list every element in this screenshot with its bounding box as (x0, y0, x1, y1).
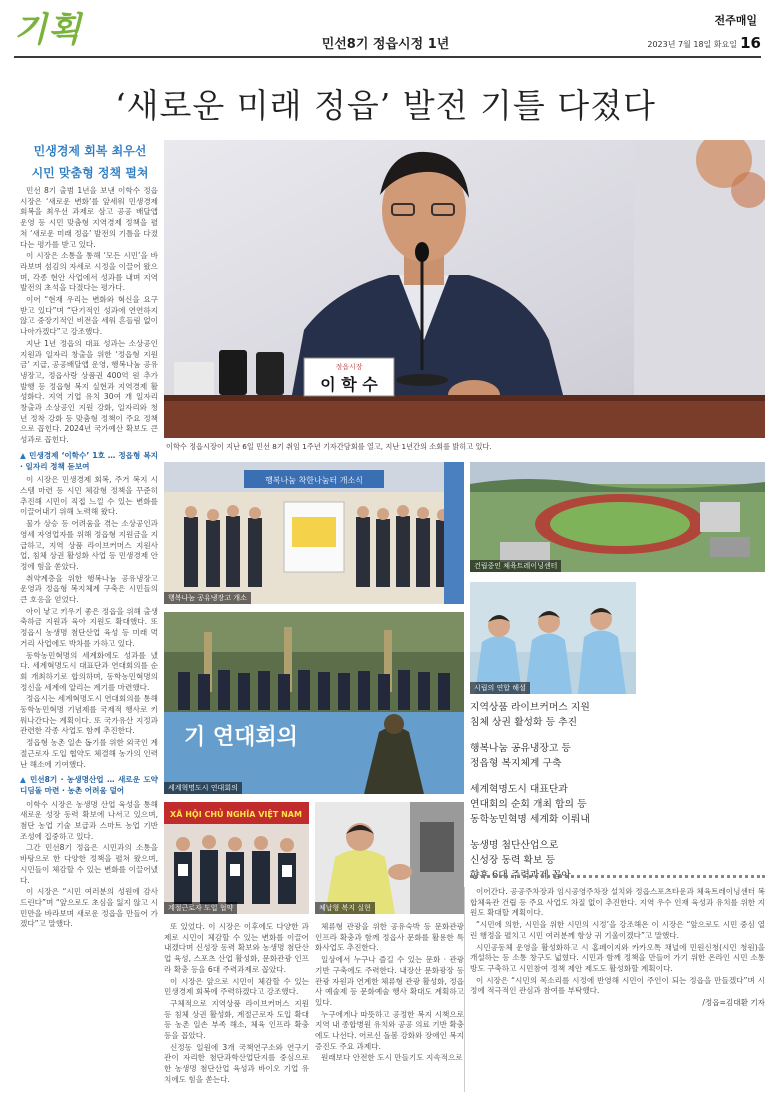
article-paragraph: 누구에게나 따뜻하고 공정한 복지 시책으로 지역 내 종합병원 유치와 공공 의료 기반 확충에도 나선다. 어르신 돌봄 강화와 장애인 복지 증진도 주요 과제다. (315, 1009, 464, 1051)
photo-1-caption: 행복나눔 공유냉장고 개소 (164, 592, 251, 604)
article-column-2 (164, 922, 309, 1094)
subheadline-line-2: 시민 맞춤형 정책 펼쳐 (31, 166, 149, 180)
article-paragraph: 이어 “현재 우리는 변화와 혁신을 요구받고 있다”며 “단기적인 성과에 연연하지 않고 중장기적인 비전을 세워 흔들림 없이 나아가겠다”고 강조했다. (20, 295, 158, 337)
article-paragraph: 아이 낳고 키우기 좋은 정읍을 위해 출생 축하금 지원과 육아 지원도 확대했다. 또 정읍시 농생명 첨단산업 육성 등 미래 먹거리 사업에도 박차를 가하고 있다. (20, 606, 158, 648)
triangle-bullet-icon: ▲ (20, 450, 30, 460)
article-paragraph: 이 시장은 민생경제 회복, 주거 복지 시스템 마련 등 시민 체감형 정책을 꾸준히 추진해 시민이 직접 느낄 수 있는 변화를 이끌어내기 위해 노력해 왔다. (20, 475, 158, 517)
article-paragraph: 지난 1년 정읍의 대표 성과는 소상공인 지원과 일자리 창출을 위한 ‘정읍형 지원금’ 지급, 공공배달앱 운영, 행복나눔 공유냉장고, 정읍사랑 상품권 400억 원 추가 발행 등 정읍형 복지 실현과 지역경제 활성화다. 지역 기업 유치 30여 개 일자리 창출과 소상공인 지원 강화, 일자리와 청년 정착 강화 등 맞춤형 정책이 주요 정책으로 꼽힌다. 2024년 국가예산 확보도 큰 성과로 꼽힌다. (20, 338, 158, 445)
welfare-visit-illustration (315, 802, 464, 914)
main-photo (164, 140, 765, 438)
photo-training-center (470, 462, 765, 572)
newspaper-name: 전주매일 (714, 14, 757, 27)
photo-4-banner: 기 연대회의 (184, 724, 298, 750)
pull-quote-group (470, 700, 640, 730)
article-paragraph: 원래보다 안전한 도시 만들기도 지속적으로 (321, 1053, 463, 1063)
article-paragraph: 그간 민선8기 정읍은 시민과의 소통을 바탕으로 한 다양한 정책을 펼쳐 왔으며, 시민들이 체감할 수 있는 변화를 이끌어냈다. (20, 843, 158, 885)
article-paragraph: 이 시장은 소통을 통해 ‘모든 시민’을 바라보며 섬김의 자세로 시정을 이끌어 왔으며, 각종 현안 사업에서 성과를 내며 지역 발전의 초석을 다졌다는 평가다. (20, 251, 158, 293)
sharing-fridge-illustration (164, 462, 464, 604)
issue-date: 2023년 7월 18일 화요일 (647, 40, 737, 49)
article-paragraph: 이 시장은 앞으로 시민이 체감할 수 있는 민생경제 회복에 주력하겠다고 강조했다. (164, 976, 309, 997)
nameplate-title: 정읍시장 (335, 363, 363, 371)
article-paragraph: 구체적으로 지역상품 라이브커머스 지원 등 침체 상권 활성화, 계절근로자 도입 확대 등 농촌 일손 부족 해소, 체육 인프라 확충 등을 꼽았다. (164, 998, 309, 1041)
article-subheading-text: 민생경제 ‘이학수’ 1호 … 정읍형 복지 · 일자리 정책 돋보여 (20, 450, 158, 471)
page-header (0, 0, 771, 58)
photo-3-caption: 시립의 연합 해설 (470, 682, 530, 694)
headline: ‘새로운 미래 정읍’ 발전 기틀 다졌다 (115, 86, 656, 125)
photo-1-banner: 행복나눔 착한나눔터 개소식 (265, 476, 363, 485)
page-number: 16 (740, 34, 761, 52)
photo-5-caption: 계절근로자 도입 협약 (164, 902, 237, 914)
article-paragraph: 민선 8기 출범 1년을 보낸 이학수 정읍시장은 ‘새로운 변화’를 앞세워 민생경제 회복을 최우선 과제로 삼고 공공 배달앱 운영 등 시민 맞춤형 지역경제 정책을 펼쳐 ‘새로운 미래 정읍’ 발전의 기틀을 다졌다는 평가를 받고 있다. (20, 186, 158, 249)
article-subheading (20, 775, 158, 796)
article-paragraph: 체류형 관광을 위한 공유숙박 등 문화관광 인프라 확충과 함께 정읍사 문화를 활용한 특화사업도 추진한다. (315, 922, 464, 953)
pull-quote-line: 향후 6대 주력과제 꼽아 (470, 870, 571, 881)
pull-quote-line: 정읍형 복지체계 구축 (470, 758, 562, 769)
nameplate-name: 이 학 수 (320, 375, 378, 394)
article-paragraph: 이학수 시장은 농생명 산업 육성을 통해 새로운 성장 동력 확보에 나서고 있으며, 첨단 농업 기술 보급과 스마트 농업 기반 조성에 집중하고 있다. (20, 799, 158, 841)
photo-2-caption: 건립중인 체육트레이닝센터 (470, 560, 561, 572)
section-tag: 기획 (14, 10, 82, 50)
pull-quote-line: 농생명 첨단산업으로 (470, 840, 559, 851)
photo-5-banner: XÃ HỘI CHỦ NGHĨA VIỆT NAM (170, 810, 302, 819)
pull-quote (470, 700, 640, 894)
photo-seasonal-workers (164, 802, 309, 914)
article-column-4 (470, 887, 765, 1095)
photo-welfare (315, 802, 464, 914)
article-paragraph: 물가 상승 등 어려움을 겪는 소상공인과 영세 자영업자를 위해 정읍형 지원금을 지급하고, 지역 상품 라이브커머스 지원사업, 침체 상권 활성화 사업 등 민생경제 안정에 힘을 쏟았다. (20, 519, 158, 571)
pull-quote-line: 지역상품 라이브커머스 지원 (470, 702, 590, 713)
article-paragraph: 정읍형 농촌 일손 돕기를 위한 외국인 계절근로자 도입 협약도 체결해 농가의 인력난 해소에 기여했다. (20, 738, 158, 769)
article-subheading-text: 민선8기 · 농생명산업 … 새로운 도약 디딤돌 마련 · 농촌 어려움 덜어 (20, 775, 158, 795)
conference-illustration (164, 612, 464, 794)
article-paragraph: 시민공동체 운영을 활성화하고 시 홈페이지와 카카오톡 채널에 민원신청(시민 청원)을 개설하는 등 소통 창구도 넓혔다. 시민과 함께 정책을 만들어 가기 위한 온라인 시민 소통방도 구축하고 시민참여 정책 제안 제도도 활성화할 계획이다. (470, 942, 765, 973)
pull-quote-line: 신성장 동력 확보 등 (470, 855, 556, 866)
photo-4-caption: 세계혁명도시 연대회의 (164, 782, 242, 794)
article-paragraph: 이 시장은 “시민의 목소리를 시정에 반영해 시민이 주인이 되는 정읍을 만들겠다”며 시정에 적극적인 관심과 참여를 부탁했다. (470, 975, 765, 996)
column-rule (464, 887, 465, 1092)
article-paragraph: 동학농민혁명의 세계화에도 성과를 냈다. 세계혁명도시 대표단과 연대회의를 순회 개최하기로 합의하며, 동학농민혁명의 정신을 세계에 알리는 계기를 마련했다. (20, 650, 158, 692)
pull-quote-line: 세계혁명도시 대표단과 (470, 784, 568, 795)
reporter-byline: /정읍=김대환 기자 (702, 998, 765, 1008)
stadium-aerial-illustration (470, 462, 765, 572)
pull-quote-line: 연대회의 순회 개최 합의 등 (470, 799, 587, 810)
photo-solidarity-conference (164, 612, 464, 794)
article-paragraph: 또 있었다. 이 시장은 이후에도 다양한 과제로 시민이 체감할 수 있는 변화를 이끌어내겠다며 신성장 동력 확보와 농생명 첨단산업 육성, 스포츠 산업 활성화, 문화관광 인프라 확충 등을 6대 주력과제로 꼽았다. (164, 922, 309, 974)
medical-team-illustration (470, 582, 636, 694)
article-paragraph: 이 시장은 “시민 여러분의 성원에 감사드린다”며 “앞으로도 초심을 잃지 않고 시민만을 바라보며 새로운 정읍을 만들어 가겠다”고 말했다. (20, 887, 158, 929)
pull-quote-group (470, 782, 640, 827)
photo-sharing-fridge (164, 462, 464, 604)
agreement-ceremony-illustration (164, 802, 309, 914)
dotted-divider (470, 875, 765, 878)
article-column-1 (20, 186, 158, 1096)
main-photo-caption: 이학수 정읍시장이 지난 6일 민선 8기 취임 1주년 기자간담회를 열고, 지난 1년간의 소회를 밝히고 있다. (166, 442, 492, 451)
photo-medical-volunteers (470, 582, 636, 694)
series-title: 민선8기 정읍시정 1년 (321, 37, 450, 52)
pull-quote-line: 동학농민혁명 세계화 이뤄내 (470, 814, 590, 825)
pull-quote-group (470, 741, 640, 771)
header-divider (14, 56, 761, 58)
pull-quote-line: 침체 상권 활성화 등 추진 (470, 717, 578, 728)
mayor-speaking-illustration (164, 140, 765, 438)
subheadline (20, 140, 160, 184)
article-paragraph: “시민에 의한, 시민을 위한 시민의 시정’을 강조해온 이 시장은 “앞으로도 시민 중심 열린 행정을 펼치고 시민 여러분께 항상 귀 기울이겠다”고 말했다. (470, 920, 765, 940)
article-paragraph: 정읍시는 세계혁명도시 연대회의를 통해 동학농민혁명 기념제를 국제적 행사로 키워나간다는 계획이다. 또 국가유산 지정과 관련한 각종 사업도 함께 추진한다. (20, 694, 158, 736)
article-paragraph: 일상에서 누구나 즐길 수 있는 문화 · 관광 기반 구축에도 주력한다. 내장산 문화광장 등 관광 자원과 연계한 체류형 관광 활성화, 정읍사 예술제 등 문화예술 행사 확대도 계획하고 있다. (315, 955, 464, 1007)
pull-quote-line: 행복나눔 공유냉장고 등 (470, 743, 571, 754)
subheadline-line-1: 민생경제 회복 최우선 (33, 144, 147, 158)
article-column-3 (315, 922, 464, 1094)
article-paragraph: 이어간다. 공공주차장과 임시공영주차장 설치와 정읍스포츠타운과 체육트레이닝센터 복합체육관 건립 등 주요 사업도 차질 없이 추진한다. 지역 우수 인재 육성과 유치를 위한 지원도 확대할 계획이다. (470, 887, 765, 918)
article-subheading (20, 451, 158, 472)
photo-6-caption: 체납형 복지 실현 (315, 902, 375, 914)
article-paragraph: 신정동 일원에 3개 국책연구소와 연구기관이 자리한 첨단과학산업단지를 중심으로 한 농생명 첨단산업 육성과 바이오 기업 유치에도 힘을 쏟는다. (164, 1042, 309, 1084)
article-paragraph: 취약계층을 위한 행복나눔 공유냉장고 운영과 정읍형 복지체계 구축은 시민들의 큰 호응을 얻었다. (20, 573, 158, 605)
triangle-bullet-icon: ▲ (20, 775, 30, 785)
